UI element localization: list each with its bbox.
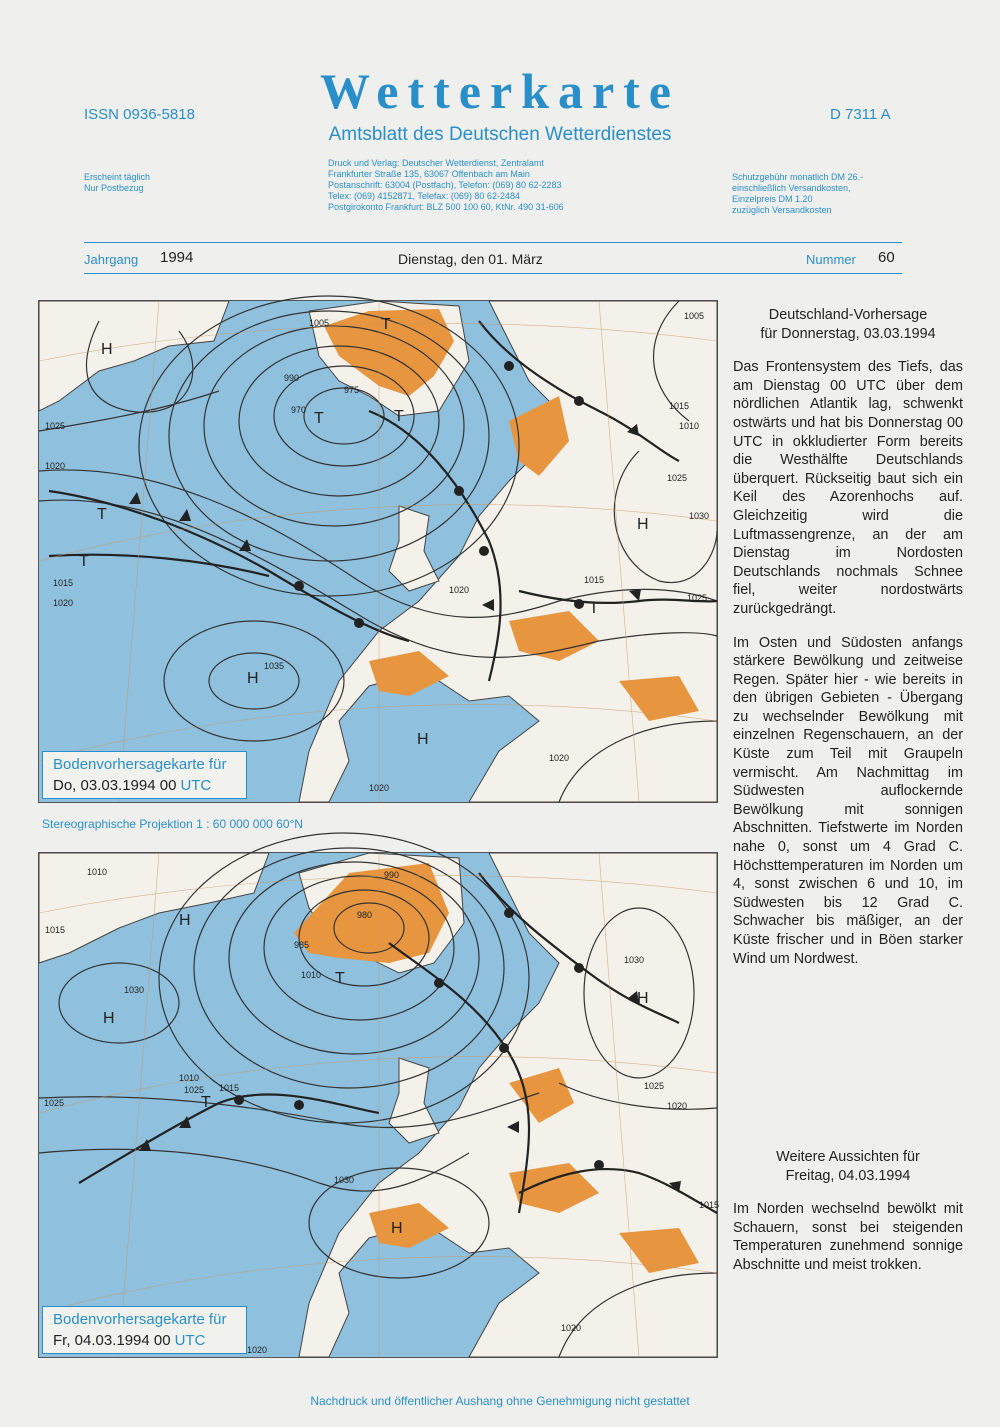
isobar-label: 1020 — [53, 598, 74, 608]
isobar-label: 1035 — [264, 661, 285, 671]
pressure-centre-label: H — [417, 731, 429, 748]
issue-number-value: 60 — [878, 249, 895, 266]
price-line: Einzelpreis DM 1.20 — [732, 194, 813, 204]
pressure-centre-label: T — [381, 316, 391, 333]
isobar-label: 1020 — [247, 1345, 268, 1355]
pressure-centre-label: H — [179, 912, 191, 929]
forecast-heading-line: für Donnerstag, 03.03.1994 — [760, 325, 936, 342]
map-caption — [42, 751, 247, 799]
isobar-label: 1005 — [309, 318, 330, 328]
isobar-label: 1020 — [449, 585, 470, 595]
pressure-centre-label: T — [589, 600, 599, 617]
isobar-label: 1025 — [184, 1085, 205, 1095]
isobar-label: 1030 — [124, 985, 145, 995]
isobar-label: 1020 — [667, 1101, 688, 1111]
map-labels — [39, 301, 717, 802]
isobar-label: 1030 — [689, 511, 710, 521]
map-caption — [42, 1306, 247, 1354]
map-labels — [39, 853, 720, 1357]
map-caption-title: Bodenvorhersagekarte für — [53, 1311, 227, 1328]
isobar-label: 1030 — [334, 1175, 355, 1185]
pressure-centre-label: H — [391, 1220, 403, 1237]
pressure-centre-label: T — [335, 970, 345, 987]
volume-value: 1994 — [160, 249, 194, 266]
forecast-paragraph: Das Frontensystem des Tiefs, das am Dienstag 00 UTC über dem nördlichen Atlantik lag, schwenkt ostwärts und hat bis Donnerstag 00 UTC in okkludierter Form bereits die Westhälfte Deutschlands überquert. Rückseitig baut sich ein Keil des Azorenhochs auf. Gleichzeitig wird die Luftmassengrenze, an der am Dienstag im Nordosten Deutschlands nochmals Schnee fiel, weiter nordostwärts zurückgedrängt. — [733, 359, 963, 617]
forecast-heading — [733, 306, 963, 343]
publication-note-line: Nur Postbezug — [84, 183, 144, 193]
page-subtitle: Amtsblatt des Deutschen Wetterdienstes — [328, 124, 672, 145]
postal-code: D 7311 A — [830, 106, 891, 123]
pressure-centre-label: H — [637, 990, 649, 1007]
price-info — [732, 172, 863, 216]
outlook-heading — [733, 1148, 963, 1185]
publisher-line: Druck und Verlag: Deutscher Wetterdienst, Zentralamt — [328, 158, 544, 168]
publication-note-line: Erscheint täglich — [84, 172, 151, 182]
pressure-centre-label: H — [101, 341, 113, 358]
isobar-label: 1015 — [219, 1083, 240, 1093]
forecast-map-thursday — [38, 300, 718, 803]
page-title: Wetterkarte — [320, 63, 680, 119]
isobar-label: 1020 — [45, 461, 66, 471]
pressure-centre-label: T — [394, 408, 404, 425]
pressure-centre-label: T — [201, 1094, 211, 1111]
isobar-label: 1020 — [369, 783, 390, 793]
publication-note — [84, 172, 150, 194]
isobar-label: 1025 — [644, 1081, 665, 1091]
outlook — [733, 1148, 963, 1275]
isobar-label: 1015 — [669, 401, 690, 411]
volume-label: Jahrgang — [84, 252, 139, 267]
price-line: zuzüglich Versandkosten — [732, 205, 832, 215]
isobar-label: 1025 — [667, 473, 688, 483]
pressure-centre-label: H — [247, 670, 259, 687]
outlook-heading-line: Weitere Aussichten für — [776, 1149, 920, 1165]
isobar-label: 1010 — [87, 867, 108, 877]
header-divider — [84, 273, 902, 274]
map-caption-date — [53, 777, 238, 794]
header-divider — [84, 242, 902, 243]
map-caption-date-text: Do, 03.03.1994 00 — [53, 777, 177, 794]
map-caption-date-text: Fr, 04.03.1994 00 — [53, 1332, 171, 1349]
isobar-label: 985 — [294, 940, 310, 950]
map-caption-utc: UTC — [174, 1332, 206, 1349]
forecast-map-friday — [38, 852, 718, 1358]
issue-date: Dienstag, den 01. März — [398, 251, 543, 267]
publisher-line: Frankfurter Straße 135, 63067 Offenbach am Main — [328, 169, 530, 179]
isobar-label: 1020 — [549, 753, 570, 763]
isobar-label: 1010 — [679, 421, 700, 431]
map-caption-utc: UTC — [180, 777, 212, 794]
isobar-label: 980 — [357, 910, 373, 920]
pressure-centre-label: H — [637, 516, 649, 533]
isobar-label: 970 — [291, 405, 307, 415]
price-line: Schutzgebühr monatlich DM 26.- — [732, 172, 864, 182]
publisher-line: Telex: (069) 4152871, Telefax: (069) 80 62-2484 — [328, 191, 520, 201]
isobar-label: 1010 — [301, 970, 322, 980]
outlook-paragraph: Im Norden wechselnd bewölkt mit Schauern, sonst bei steigenden Temperaturen zunehmend sonnige Abschnitte und meist trokken. — [733, 1201, 963, 1273]
pressure-centre-label: T — [314, 410, 324, 427]
publisher-line: Postanschrift: 63004 (Postfach), Telefon: (069) 80 62-2283 — [328, 180, 562, 190]
projection-note: Stereographische Projektion 1 : 60 000 000 60°N — [42, 817, 303, 831]
reprint-notice: Nachdruck und öffentlicher Aushang ohne Genehmigung nicht gestattet — [310, 1394, 690, 1408]
isobar-label: 1025 — [687, 593, 708, 603]
pressure-centre-label: T — [79, 553, 89, 570]
isobar-label: 1005 — [684, 311, 705, 321]
map-caption-date — [53, 1332, 238, 1349]
publisher-line: Postgirokonto Frankfurt: BLZ 500 100 60, KtNr. 490 31-606 — [328, 202, 564, 212]
pressure-centre-label: T — [97, 506, 107, 523]
issn: ISSN 0936-5818 — [84, 106, 195, 123]
isobar-label: 1010 — [179, 1073, 200, 1083]
isobar-label: 1025 — [45, 421, 66, 431]
isobar-label: 990 — [384, 870, 400, 880]
outlook-heading-line: Freitag, 04.03.1994 — [785, 1167, 911, 1184]
isobar-label: 1020 — [561, 1323, 582, 1333]
germany-forecast — [733, 306, 963, 968]
forecast-heading-line: Deutschland-Vorhersage — [768, 307, 928, 323]
isobar-label: 1030 — [624, 955, 645, 965]
isobar-label: 1015 — [53, 578, 74, 588]
forecast-paragraph: Im Osten und Südosten anfangs stärkere Bewölkung und zeitweise Regen. Später hier - wie bereits in den übrigen Gebieten - Übergang zu wechselnder Bewölkung mit einzelnen Regenschauern, an der Küste zum Teil mit Graupeln vermischt. Am Nachmittag im Südwesten auflockernde Bewölkung mit sonnigen Abschnitten. Tiefstwerte im Norden nahe 0, sonst um 4 Grad C. Höchsttemperaturen im Norden um 4, sonst zwischen 6 und 10, im Südwesten bis 12 Grad C. Schwacher bis mäßiger, an der Küste frischer und in Böen starker Wind um Nordwest. — [733, 634, 963, 967]
map-caption-title: Bodenvorhersagekarte für — [53, 756, 227, 773]
issue-number-label: Nummer — [806, 252, 856, 267]
isobar-label: 1025 — [44, 1098, 65, 1108]
isobar-label: 1015 — [699, 1200, 720, 1210]
publisher-info — [328, 158, 564, 213]
pressure-centre-label: H — [103, 1010, 115, 1027]
isobar-label: 990 — [284, 373, 300, 383]
isobar-label: 975 — [344, 385, 360, 395]
isobar-label: 1015 — [45, 925, 66, 935]
price-line: einschließlich Versandkosten, — [732, 183, 851, 193]
isobar-label: 1015 — [584, 575, 605, 585]
